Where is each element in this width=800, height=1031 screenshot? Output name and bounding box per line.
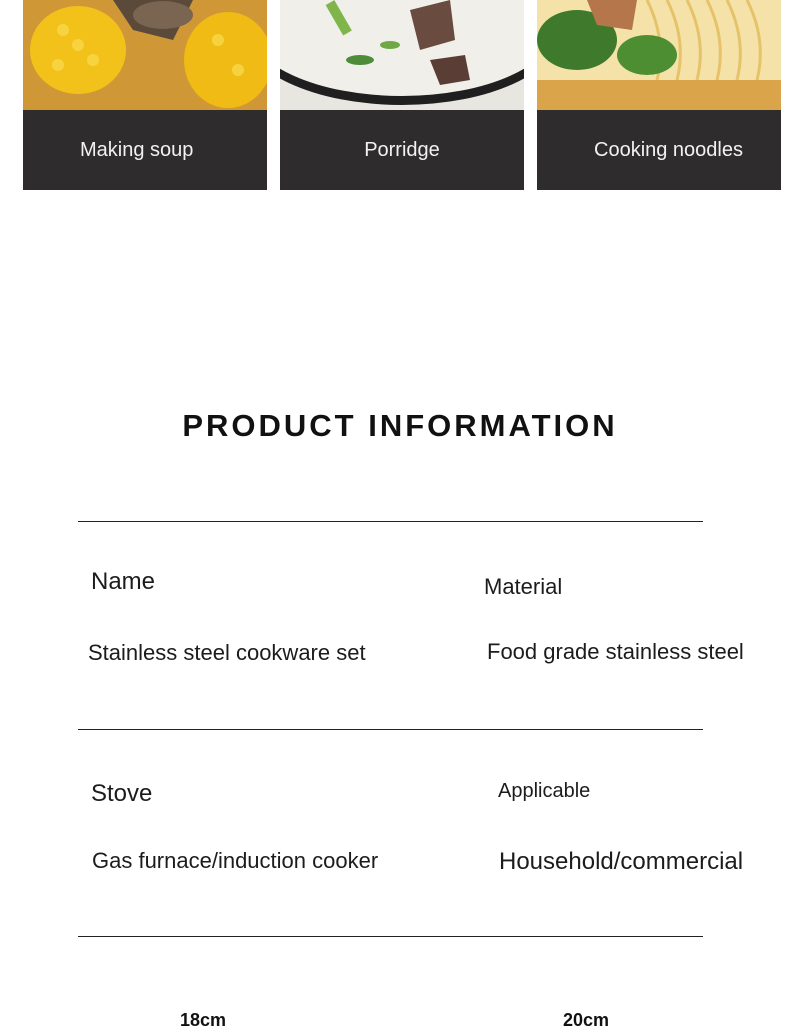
corn-soup-photo — [23, 0, 267, 110]
applicable-label: Applicable — [498, 780, 591, 802]
table-divider — [78, 936, 703, 937]
material-value: Food grade stainless steel — [487, 639, 744, 664]
material-label: Material — [484, 574, 563, 599]
section-title: PRODUCT INFORMATION — [182, 408, 618, 443]
name-value: Stainless steel cookware set — [88, 640, 366, 665]
usage-card-noodles — [537, 0, 781, 190]
usage-card-porridge — [280, 0, 524, 190]
usage-label: Making soup — [23, 110, 267, 190]
noodles-photo — [537, 0, 781, 110]
size-label: 18cm — [180, 1010, 227, 1030]
usage-label: Cooking noodles — [537, 110, 781, 190]
stove-value: Gas furnace/induction cooker — [92, 848, 379, 873]
usage-card-soup — [23, 0, 267, 190]
name-label: Name — [91, 568, 156, 595]
table-divider — [78, 729, 703, 730]
usage-label: Porridge — [280, 110, 524, 190]
applicable-value: Household/commercial — [499, 848, 744, 875]
size-label: 20cm — [563, 1010, 610, 1030]
porridge-photo — [280, 0, 524, 110]
stove-label: Stove — [91, 780, 153, 807]
table-divider — [78, 521, 703, 522]
